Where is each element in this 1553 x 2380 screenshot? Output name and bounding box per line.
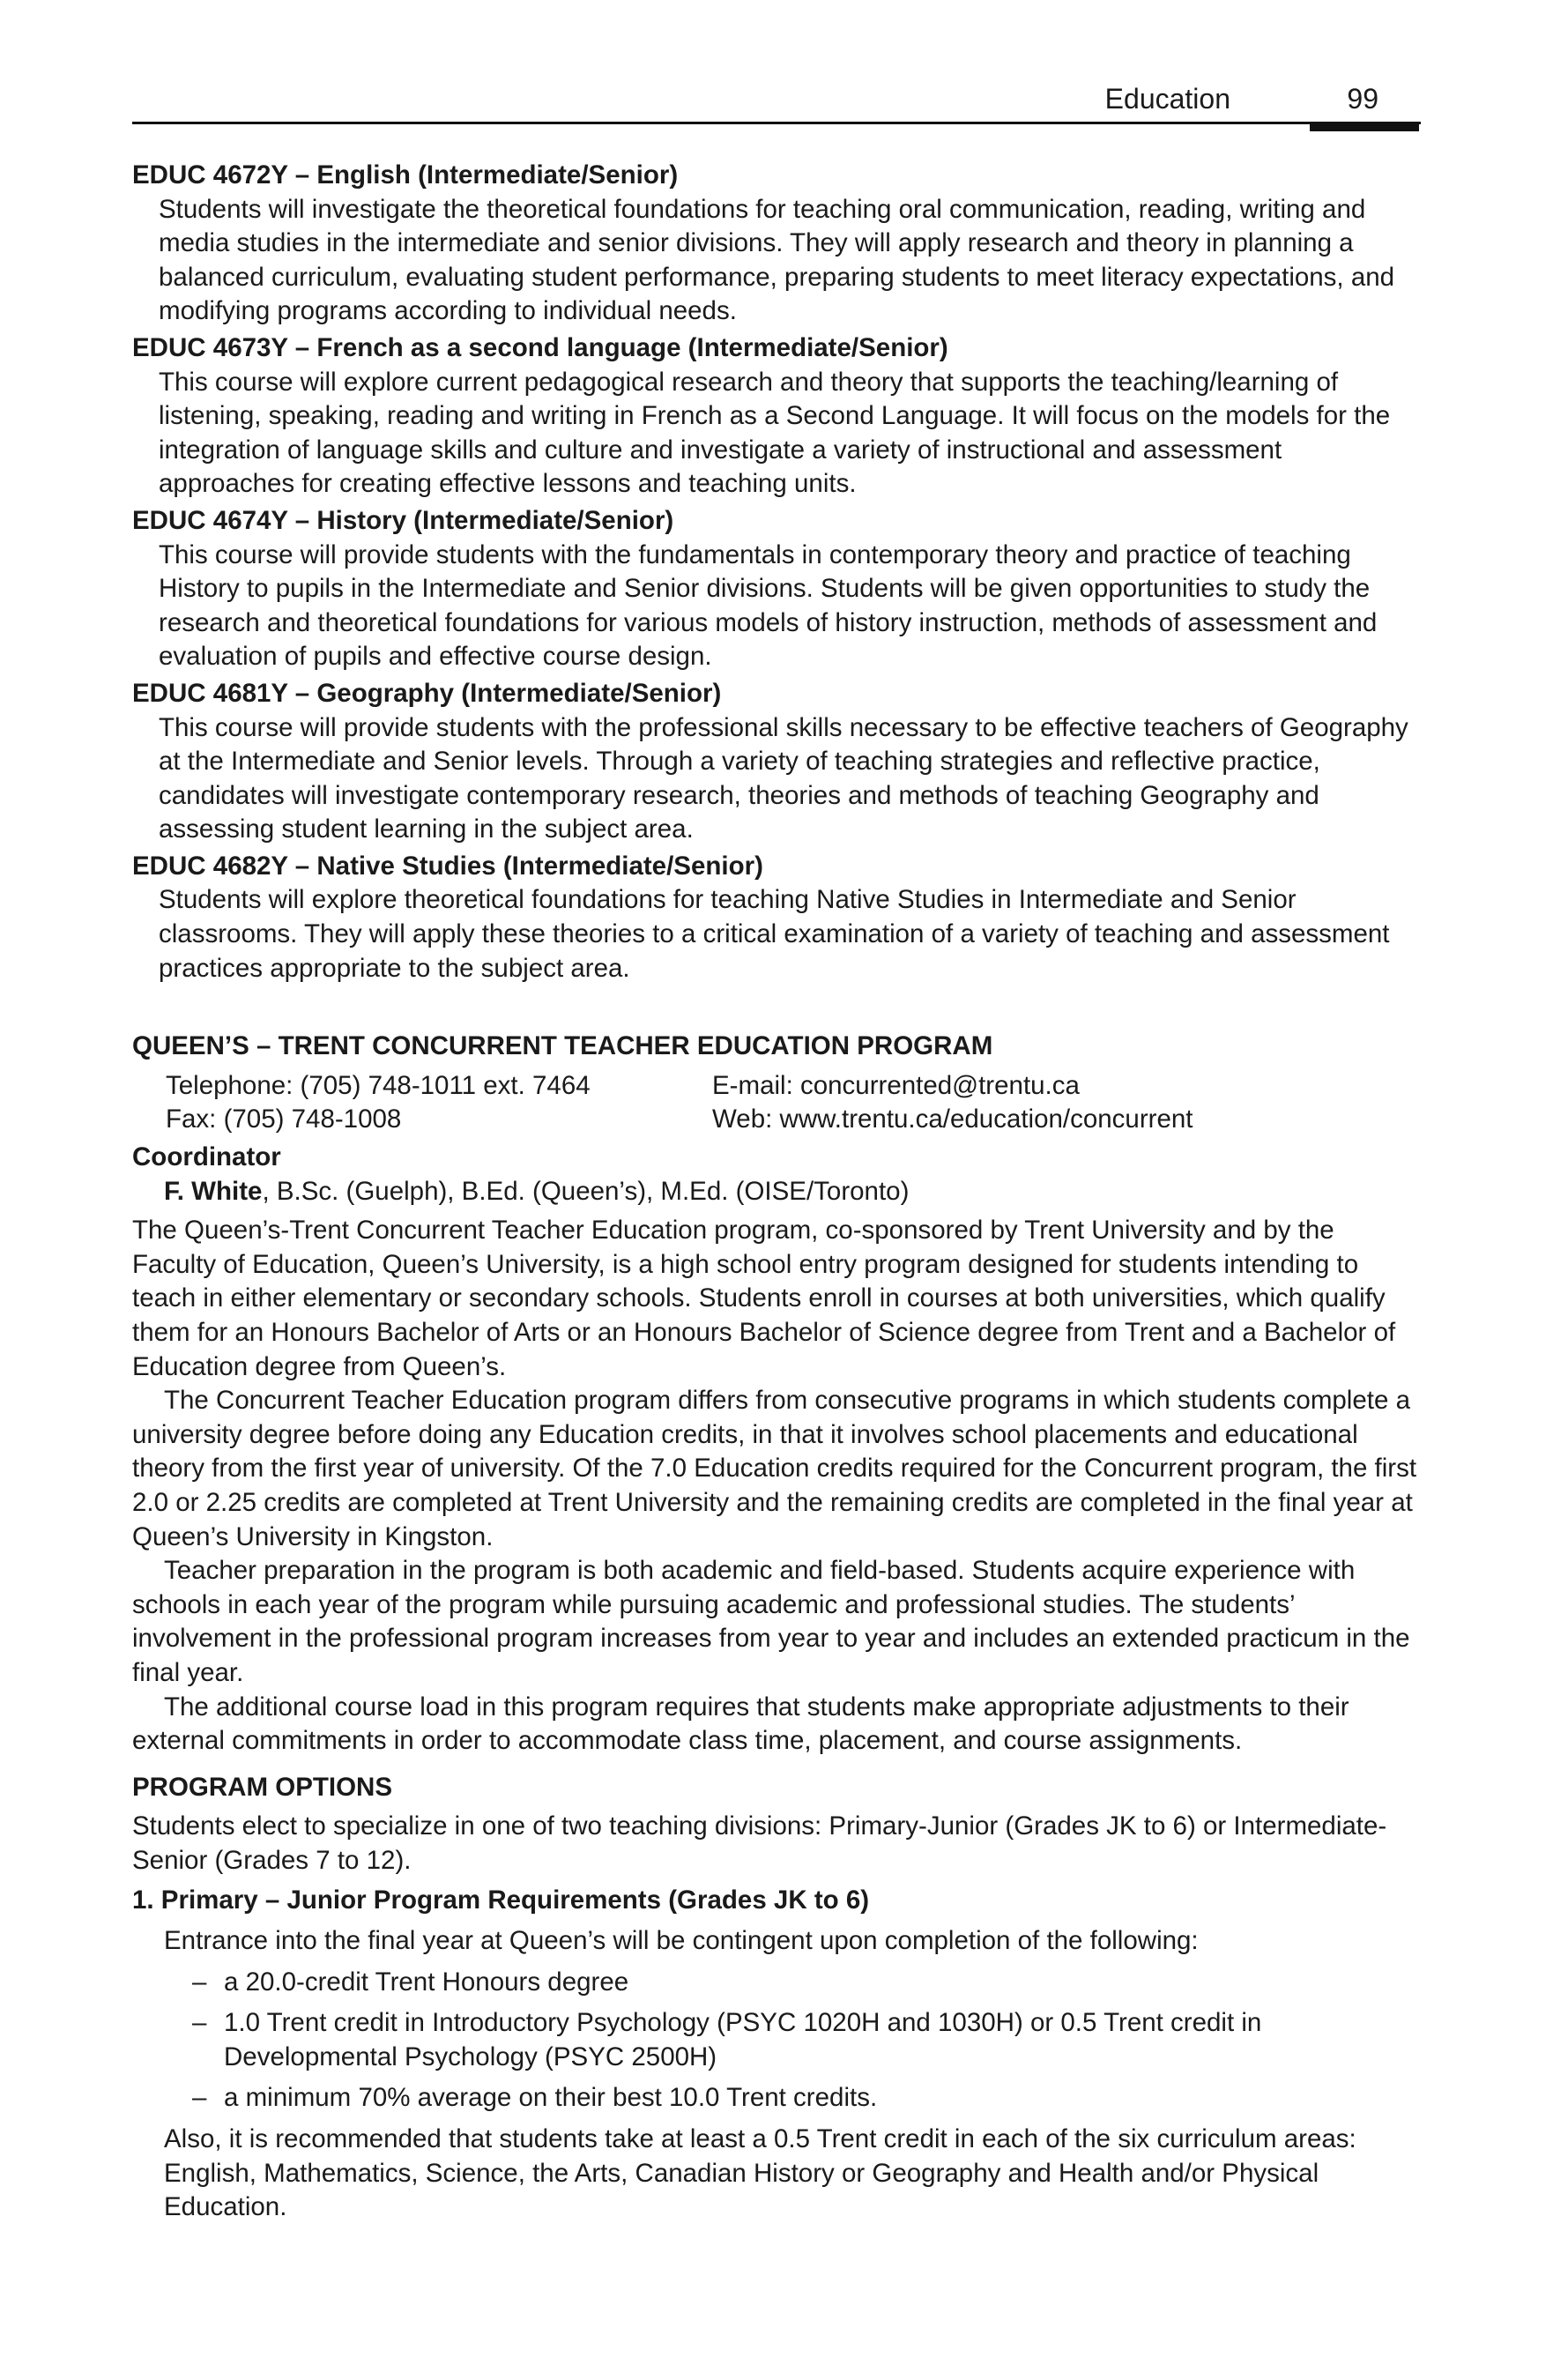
requirements-heading: 1. Primary – Junior Program Requirements (Grades JK to 6) — [132, 1885, 870, 1915]
coordinator-line — [164, 1175, 1421, 1209]
dash-marker: – — [192, 2008, 207, 2038]
recommendation-paragraph: Also, it is recommended that students take at least a 0.5 Trent credit in each of the six curriculum areas: English, Mathematics, Science, the Arts, Canadian History or Geography and Health and/or Physical Education. — [164, 2124, 1356, 2222]
dash-marker: – — [192, 1967, 207, 1997]
program-heading: QUEEN’S – TRENT CONCURRENT TEACHER EDUCATION PROGRAM — [132, 1031, 993, 1061]
course-description: This course will provide students with the fundamentals in contemporary theory and practice of teaching History to pupils in the Intermediate and Senior divisions. Students will be given opportunities to study the research and theoretical foundations for various models of history instruction, methods of assessment and evaluation of pupils and effective course design. — [159, 539, 1378, 672]
requirement-text: 1.0 Trent credit in Introductory Psychology (PSYC 1020H and 1030H) or 0.5 Trent credit in Developmental Psychology (PSYC 2500H) — [224, 2008, 1262, 2071]
header-section-title: Education — [1104, 83, 1230, 115]
requirement-item — [192, 2081, 1421, 2116]
course-description: Students will explore theoretical foundations for teaching Native Studies in Intermediate and Senior classrooms. They will apply these theories to a critical examination of a variety of teaching and assessment practices appropriate to the subject area. — [159, 885, 1390, 983]
requirement-text: a 20.0-credit Trent Honours degree — [224, 1967, 629, 1997]
contact-email: E-mail: concurrented@trentu.ca — [712, 1070, 1080, 1100]
page-content — [132, 159, 1421, 2225]
coordinator-heading: Coordinator — [132, 1142, 281, 1172]
requirement-item — [192, 1966, 1421, 2000]
course-description: This course will explore current pedagogical research and theory that supports the teaching/learning of listening, speaking, reading and writing in French as a Second Language. It will focus on the models for the integration of language skills and culture and investigate a variety of instructional and assessment approaches for creating effective lessons and teaching units. — [159, 367, 1391, 499]
course-title: EDUC 4682Y – Native Studies (Intermediate/Senior) — [132, 851, 763, 881]
requirement-item — [192, 2006, 1421, 2074]
course-entry — [132, 331, 1421, 502]
program-paragraph: The Concurrent Teacher Education program differs from consecutive programs in which students complete a university degree before doing any Education credits, in that it involves school placements and educational theory from the first year of university. Of the 7.0 Education credits required for the Concurrent program, the first 2.0 or 2.25 credits are completed at Trent University and the remaining credits are completed in the final year at Queen’s University in Kingston. — [132, 1386, 1417, 1551]
course-entry — [132, 850, 1421, 985]
course-title: EDUC 4681Y – Geography (Intermediate/Senior) — [132, 678, 722, 708]
coordinator-name: F. White — [164, 1176, 263, 1206]
header-tab-mark — [1310, 122, 1419, 131]
program-paragraph: The additional course load in this program requires that students make appropriate adjustments to their external commitments in order to accommodate class time, placement, and course assignments. — [132, 1692, 1349, 1756]
header-rule — [132, 122, 1421, 124]
course-entry — [132, 159, 1421, 329]
program-paragraph: The Queen’s-Trent Concurrent Teacher Education program, co-sponsored by Trent University and by the Faculty of Education, Queen’s University, is a high school entry program designed for students intending to teach in either elementary or secondary schools. Students enroll in courses at both universities, which qualify them for an Honours Bachelor of Arts or an Honours Bachelor of Science degree from Trent and a Bachelor of Education degree from Queen’s. — [132, 1216, 1396, 1381]
running-header — [132, 78, 1419, 139]
contact-web: Web: www.trentu.ca/education/concurrent — [712, 1104, 1193, 1134]
contact-fax: Fax: (705) 748-1008 — [166, 1104, 402, 1134]
options-heading: PROGRAM OPTIONS — [132, 1772, 393, 1802]
course-description: This course will provide students with the professional skills necessary to be effective teachers of Geography at the Intermediate and Senior levels. Through a variety of teaching strategies and reflective practice, candidates will investigate contemporary research, theories and methods of teaching Geography and assessing student learning in the subject area. — [159, 712, 1408, 844]
options-intro: Students elect to specialize in one of two teaching divisions: Primary-Junior (Grades JK to 6) or Intermediate-Senior (Grades 7 to 12). — [132, 1811, 1387, 1875]
coordinator-credentials: , B.Sc. (Guelph), B.Ed. (Queen’s), M.Ed. (OISE/Toronto) — [262, 1176, 910, 1206]
course-title: EDUC 4672Y – English (Intermediate/Senior) — [132, 160, 679, 190]
requirements-intro: Entrance into the final year at Queen’s will be contingent upon completion of the following: — [164, 1926, 1199, 1956]
dash-marker: – — [192, 2083, 207, 2113]
course-title: EDUC 4673Y – French as a second language (Intermediate/Senior) — [132, 332, 948, 362]
course-entry — [132, 677, 1421, 847]
contact-info — [166, 1069, 1421, 1137]
course-entry — [132, 504, 1421, 674]
page-number: 99 — [1347, 83, 1378, 115]
requirement-text: a minimum 70% average on their best 10.0 Trent credits. — [224, 2083, 878, 2113]
contact-telephone: Telephone: (705) 748-1011 ext. 7464 — [166, 1070, 591, 1100]
course-title: EDUC 4674Y – History (Intermediate/Senior) — [132, 505, 674, 535]
program-paragraph: Teacher preparation in the program is both academic and field-based. Students acquire experience with schools in each year of the program while pursuing academic and professional studies. The students’ involvement in the professional program increases from year to year and includes an extended practicum in the final year. — [132, 1556, 1410, 1687]
course-description: Students will investigate the theoretical foundations for teaching oral communication, reading, writing and media studies in the intermediate and senior divisions. They will apply research and theory in planning a balanced curriculum, evaluating student performance, preparing students to meet literacy expectations, and modifying programs according to individual needs. — [159, 194, 1395, 326]
